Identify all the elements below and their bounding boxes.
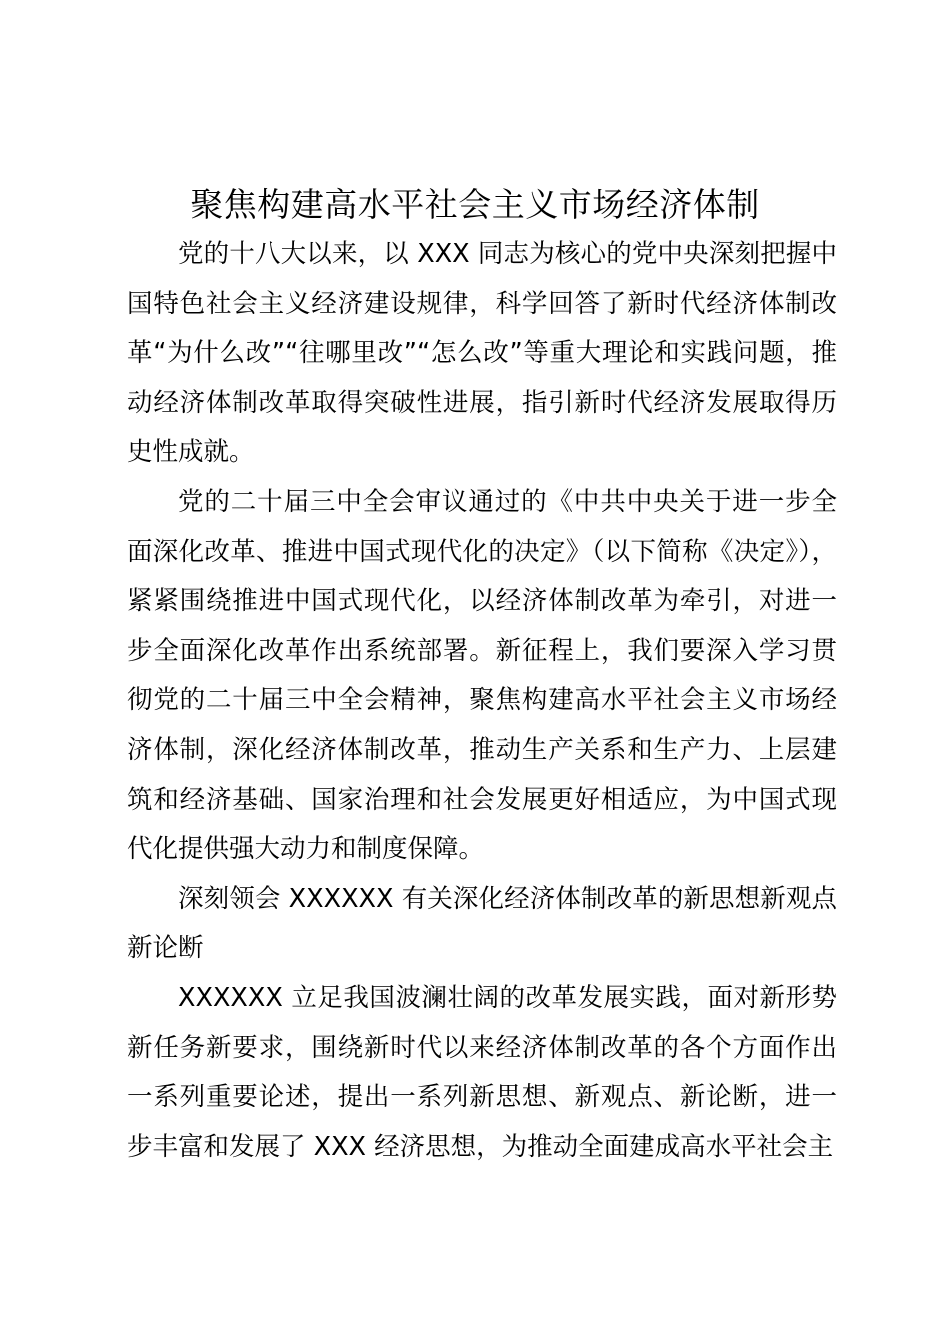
- section-heading: 深刻领会 XXXXXX 有关深化经济体制改革的新思想新观点新论断: [127, 883, 837, 964]
- paragraph-2: 党的二十届三中全会审议通过的《中共中央关于进一步全面深化改革、推进中国式现代化的决定》（以下简称《决定》），紧紧围绕推进中国式现代化，以经济体制改革为牵引，对进一步全面深化改革作出系统部署。新征程上，我们要深入学习贯彻党的二十届三中全会精神，聚焦构建高水平社会主义市场经济体制，深化经济体制改革，推动生产关系和生产力、上层建筑和经济基础、国家治理和社会发展更好相适应，为中国式现代化提供强大动力和制度保障。: [127, 486, 837, 865]
- paragraph-1: 党的十八大以来，以 XXX 同志为核心的党中央深刻把握中国特色社会主义经济建设规律，科学回答了新时代经济体制改革“为什么改”“往哪里改”“怎么改”等重大理论和实践问题，推动经济体制改革取得突破性进展，指引新时代经济发展取得历史性成就。: [127, 239, 837, 468]
- document-title: 聚焦构建高水平社会主义市场经济体制: [190, 185, 760, 224]
- document-body: [127, 230, 837, 1172]
- paragraph-3: XXXXXX 立足我国波澜壮阔的改革发展实践，面对新形势新任务新要求，围绕新时代以来经济体制改革的各个方面作出一系列重要论述，提出一系列新思想、新观点、新论断，进一步丰富和发展了 XXX 经济思想，为推动全面建成高水平社会主: [127, 982, 837, 1162]
